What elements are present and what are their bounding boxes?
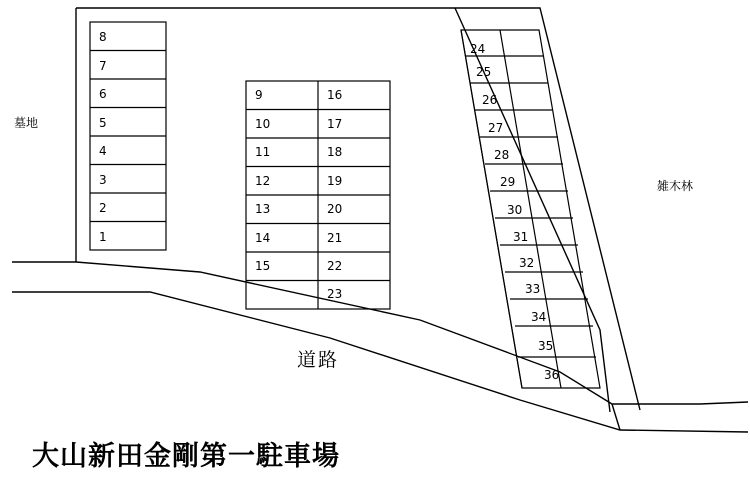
stall-label-25: 25	[476, 65, 492, 79]
stall-label-33: 33	[525, 282, 541, 296]
stall-label-34: 34	[531, 310, 547, 324]
page-title: 大山新田金剛第一駐車場	[32, 441, 340, 472]
stall-label-1: 1	[99, 230, 107, 244]
stall-label-30: 30	[507, 203, 523, 217]
stall-label-15: 15	[255, 259, 271, 273]
stall-label-8: 8	[99, 30, 107, 44]
stall-label-24: 24	[470, 42, 486, 56]
stall-label-18: 18	[327, 145, 343, 159]
stall-label-3: 3	[99, 173, 107, 187]
stall-label-6: 6	[99, 87, 107, 101]
label-cemetery: 墓地	[14, 116, 39, 130]
stall-label-23: 23	[327, 287, 343, 301]
stall-label-9: 9	[255, 88, 263, 102]
west-block-frame	[90, 22, 166, 250]
stall-label-2: 2	[99, 201, 107, 215]
stall-label-26: 26	[482, 93, 498, 107]
label-woods: 雑木林	[657, 179, 694, 193]
stall-label-7: 7	[99, 59, 107, 73]
stall-label-12: 12	[255, 174, 271, 188]
road-junction-line	[612, 404, 620, 430]
stall-label-31: 31	[513, 230, 529, 244]
stall-label-17: 17	[327, 117, 343, 131]
road-edge-upper	[12, 259, 748, 404]
stall-label-16: 16	[327, 88, 343, 102]
stall-label-4: 4	[99, 144, 107, 158]
stall-label-27: 27	[488, 121, 504, 135]
stall-label-20: 20	[327, 202, 343, 216]
stall-label-5: 5	[99, 116, 107, 130]
stall-label-28: 28	[494, 148, 510, 162]
stall-label-13: 13	[255, 202, 271, 216]
stall-label-14: 14	[255, 231, 271, 245]
center-block-frame	[246, 81, 390, 309]
east-block-frame	[461, 30, 600, 388]
stall-label-29: 29	[500, 175, 516, 189]
stall-label-36: 36	[544, 368, 560, 382]
stall-label-22: 22	[327, 259, 343, 273]
road-edge-lower	[12, 292, 748, 432]
stall-label-21: 21	[327, 231, 343, 245]
stall-label-19: 19	[327, 174, 343, 188]
stall-label-11: 11	[255, 145, 271, 159]
stall-label-35: 35	[538, 339, 554, 353]
label-road: 道路	[297, 349, 340, 371]
stall-label-10: 10	[255, 117, 271, 131]
stall-label-32: 32	[519, 256, 535, 270]
